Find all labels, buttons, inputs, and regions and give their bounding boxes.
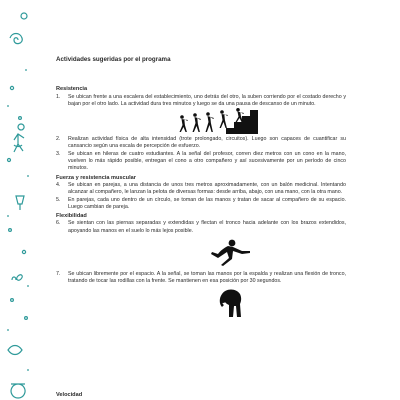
forward-bend-illustration xyxy=(56,286,346,318)
item-number: 5. xyxy=(56,196,61,203)
section-heading-flexibilidad: Flexibilidad xyxy=(56,213,87,220)
item-text: Se ubican frente a una escalera del establecimiento, uno detrás del otro, la suben corriendo por el costado derecho y bajan por el otro lado. La actividad dura tres minutos y luego se da una pausa de descanso de un minuto. xyxy=(68,93,346,107)
item-text: Se ubican en parejas, a una distancia de unos tres metros aproximadamente, con un balón medicinal. Intentando alcanzar al compañero, le lanzan la pelota de diversas formas: desde arriba, abajo, con una mano, con la otra mano. xyxy=(68,181,346,196)
item-text: En parejas, cada uno dentro de un círculo, se toman de las manos y tratan de sacar al compañero de su espacio. Luego cambian de pareja. xyxy=(68,196,346,210)
item-text: Se ubican en hileras de cuatro estudiantes. A la señal del profesor, corren diez metros con un cono en la mano, vuelven lo más rápido posible, entregan el cono a otro compañero y así sucesivamente por un período de cinco minutos. xyxy=(68,150,346,172)
item-number: 6. xyxy=(56,220,61,227)
page-title: Actividades sugeridas por el programa xyxy=(56,56,171,63)
activity-item-5 xyxy=(56,197,346,212)
item-number: 4. xyxy=(56,181,61,188)
activity-item-4 xyxy=(56,182,346,197)
flower-doodle-icon-2 xyxy=(12,275,22,280)
activity-item-3 xyxy=(56,151,346,173)
item-number: 1. xyxy=(56,93,61,100)
scribble-doodle-icon xyxy=(8,346,22,355)
item-number: 7. xyxy=(56,271,61,278)
section-heading-velocidad: Velocidad xyxy=(56,392,83,398)
item-number: 3. xyxy=(56,150,61,157)
swirl-doodle-icon xyxy=(10,34,22,44)
activity-item-6 xyxy=(56,220,346,235)
item-text: Se ubican libremente por el espacio. A la señal, se toman las manos por la espalda y realizan una flexión de tronco, tratando de tocar las rodillas con la frente. Se mantienen en esa posición por 30 segundos. xyxy=(68,271,346,285)
stairs-illustration xyxy=(56,108,346,136)
seated-stretch-illustration xyxy=(56,235,346,271)
document-body xyxy=(56,56,346,318)
ball-doodle-icon xyxy=(11,384,25,398)
section-heading-resistencia: Resistencia xyxy=(56,86,88,93)
seated-stretch-figure-icon xyxy=(208,237,252,267)
item-number: 2. xyxy=(56,136,61,143)
activity-item-7 xyxy=(56,271,346,286)
forward-bend-figure-icon xyxy=(216,288,246,318)
item-text: Realizan actividad física de alta intensidad (trote prolongado, circuitos). Luego son capaces de cuantificar su cansancio según una escala de percepción de esfuerzo. xyxy=(68,136,346,150)
section-heading-fuerza: Fuerza y resistencia muscular xyxy=(56,174,136,181)
flower-doodle-icon xyxy=(21,13,27,19)
runners-on-stairs-icon xyxy=(178,108,258,134)
lamp-doodle-icon xyxy=(16,196,24,210)
decorative-margin xyxy=(0,0,40,400)
activity-item-1 xyxy=(56,94,346,109)
item-text: Se sientan con las piernas separadas y extendidas y flectan el tronco hacia adelante con los brazos extendidos, apoyando las manos en el suelo lo más lejos posible. xyxy=(68,220,346,234)
activity-item-2 xyxy=(56,136,346,151)
figure-doodle-icon xyxy=(14,124,24,152)
